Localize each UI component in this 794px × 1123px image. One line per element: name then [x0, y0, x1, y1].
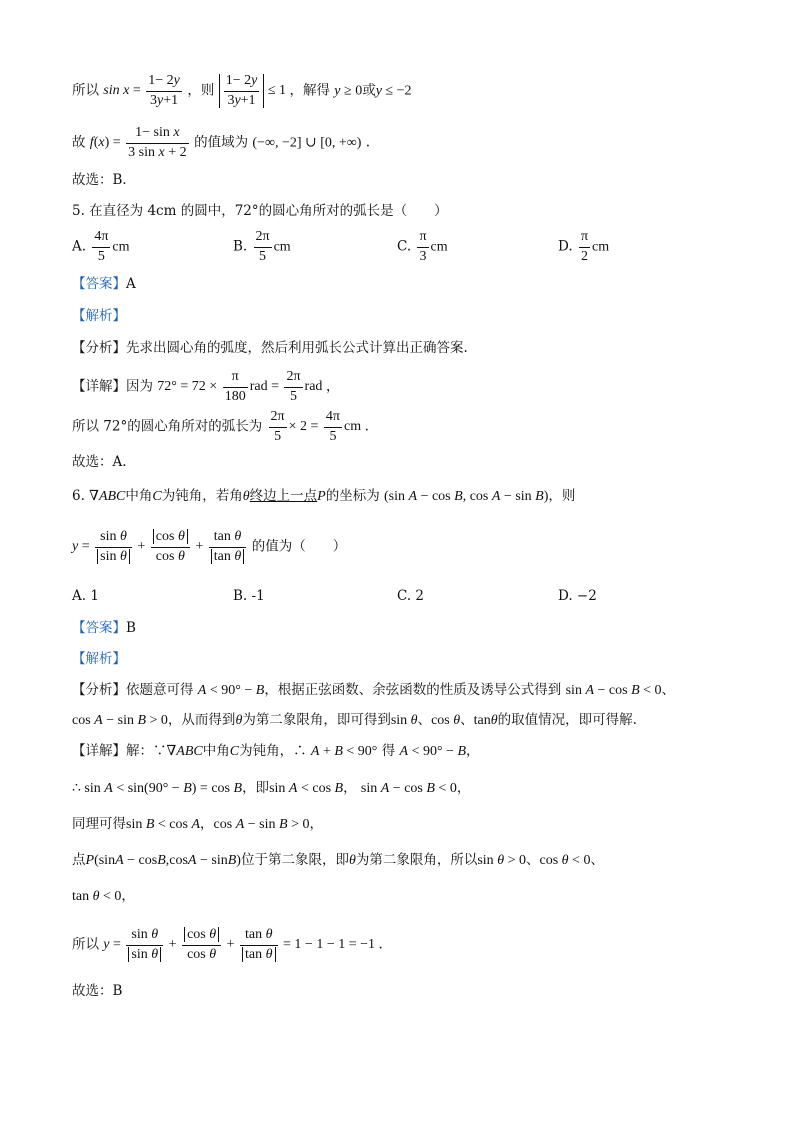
prev-line-2: [72, 126, 370, 160]
formula-sin-theta-gt: sin θ > 0: [477, 853, 526, 868]
q5-answer: [72, 278, 136, 292]
text: .: [378, 936, 383, 953]
text: 的值为（ ）: [251, 538, 347, 555]
text: 的取值情况，即可得解.: [497, 712, 637, 728]
text: ，: [121, 888, 135, 904]
q5-arc-line: [72, 410, 369, 444]
q5-fenxi: [72, 342, 468, 356]
prev-line-1: [72, 74, 412, 108]
fenxi-text: 先求出圆心角的弧度，然后利用弧长公式计算出正确答案.: [126, 340, 468, 356]
option-letter: C.: [397, 238, 412, 255]
q6-stem: [72, 490, 575, 504]
q6-choose: 故选：B: [72, 983, 123, 999]
text: 、: [417, 712, 432, 728]
q6-option-c: C. 2: [397, 588, 425, 604]
q5-option-d: [558, 230, 609, 264]
formula-y-expression: y = $\frac{\text{sin θ}}{\text{sin θ}}$ + $\frac{\text{cos θ}}{\text{cos θ}}$ + $\frac{\text{tan θ}}{\text{tan θ}}$: [72, 539, 252, 554]
text: ，即: [242, 780, 270, 796]
q5-xiangjie: [72, 370, 339, 404]
formula-range: (−∞, −2] ∪ [0, +∞): [252, 135, 362, 151]
formula-p: P: [317, 489, 326, 504]
option-letter: D.: [558, 238, 573, 255]
formula-sin-ineq: ∴ sin A < sin(90° − B) = cos B: [72, 781, 243, 796]
q6-analysis-tag: 【解析】: [72, 651, 126, 667]
q5-option-c: [397, 230, 448, 264]
text: 点: [72, 852, 86, 868]
formula-y-le-neg2: y ≤ −2: [375, 83, 412, 99]
text: 所以 72°的圆心角所对的弧长为: [72, 418, 263, 435]
fenxi-tag: 【分析】: [72, 682, 126, 698]
q6-answer: [72, 622, 136, 636]
formula-cosa-sinb: cos A − sin B > 0: [213, 817, 310, 832]
text: ，: [325, 378, 340, 395]
text: 、: [525, 852, 540, 868]
q6-option-b: B. -1: [233, 588, 265, 604]
unit: cm: [592, 239, 610, 255]
formula-sina-cosb: sin A − cos B < 0: [565, 683, 662, 698]
formula-pi-3: $\frac{\pi}{3}$: [419, 229, 427, 264]
text: ，从而得到: [167, 712, 236, 728]
formula-sina-lt-cosb: sin A < cos B: [269, 781, 344, 796]
xiangjie-tag: 【详解】: [72, 378, 126, 395]
q6-line-6: [72, 928, 383, 962]
text: ，: [309, 816, 323, 832]
text: 中角: [202, 743, 230, 759]
text: 为第二象限角，即可得到: [242, 712, 391, 728]
text: 为钝角，∴: [239, 743, 307, 759]
text: ，: [343, 780, 357, 796]
text: .: [365, 134, 371, 151]
text: ，: [466, 743, 480, 759]
formula-cosa-sinb: cos A − sin B > 0: [72, 713, 168, 728]
formula-cos-theta: cos θ: [431, 713, 461, 728]
formula-sinx: sin x = $\frac{1- 2y}{3y+1}$: [103, 73, 180, 108]
formula-point-coords: (sin A − cos B, cos A − sin B): [384, 489, 549, 504]
q5-choose: 故选：A.: [72, 454, 127, 470]
q6-line-5: [72, 890, 135, 904]
formula-sinb-lt-cosa: sin B < cos A: [126, 817, 201, 832]
formula-2pi-5: $\frac{2\pi}{5}$: [255, 229, 270, 264]
formula-theta: θ: [348, 853, 356, 868]
formula-y-ge-0: y ≥ 0: [334, 83, 363, 99]
text: 中角: [125, 488, 153, 504]
unit: cm: [112, 239, 130, 255]
formula-a-lt: A < 90° − B: [197, 683, 265, 698]
formula-72-deg: 72° = 72 × $\frac{\pi}{180}$ rad = $\frac{2\pi}{5}$ rad: [157, 369, 326, 404]
answer-tag: 【答案】: [72, 276, 126, 292]
text: 所以: [72, 936, 99, 953]
formula-point-p: P(sinA − cosB,cosA − sinB): [85, 853, 241, 868]
q6-line-2: [72, 782, 470, 796]
fenxi-tag: 【分析】: [72, 340, 126, 356]
text: 的坐标为: [325, 488, 380, 504]
formula-theta: θ: [242, 489, 250, 504]
q5-option-b: [233, 230, 291, 264]
formula-theta: θ: [235, 713, 243, 728]
text: 为第二象限角，所以: [355, 852, 478, 868]
formula-a-lt: A < 90° − B: [399, 744, 467, 759]
option-letter: A.: [72, 238, 87, 255]
text: ，则: [548, 488, 576, 504]
answer-value: B: [126, 620, 136, 636]
q5-analysis-tag: 【解析】: [72, 308, 126, 324]
formula-sin-theta: sin θ: [390, 713, 418, 728]
text: 因为: [126, 378, 153, 395]
formula-pi-2: $\frac{\pi}{2}$: [580, 229, 589, 264]
formula-abs-ineq: $\frac{1- 2y}{3y+1}$ ≤ 1: [219, 83, 290, 98]
text: 所以: [72, 82, 99, 99]
formula-triangle-abc: ∇ABC: [166, 744, 203, 759]
text: 位于第二象限，即: [240, 852, 349, 868]
text: 得: [381, 743, 396, 759]
q6-stem-2: [72, 530, 346, 564]
text: 的值域为: [194, 134, 249, 151]
text: ，: [200, 816, 214, 832]
text: 终边上一点: [249, 488, 318, 504]
text: 同理可得: [72, 816, 126, 832]
text: 或: [362, 82, 376, 99]
formula-4pi-5: $\frac{4\pi}{5}$: [94, 229, 109, 264]
formula-cos-theta-lt: cos θ < 0: [539, 853, 591, 868]
q6-option-d: D. −2: [558, 588, 597, 604]
formula-tan-theta: tanθ: [473, 713, 498, 728]
option-letter: B.: [233, 238, 248, 255]
prev-choose: 故选：B．: [72, 172, 136, 188]
q6-fenxi-2: [72, 714, 637, 728]
text: 故: [72, 134, 86, 151]
text: 为钝角，若角: [161, 488, 243, 504]
formula-triangle-abc: ∇ABC: [89, 489, 126, 504]
text: 解：∵: [126, 743, 167, 759]
xiangjie-tag: 【详解】: [72, 743, 126, 759]
q5-option-a: [72, 230, 130, 264]
text: .: [364, 418, 369, 435]
formula-sina-cosb: sin A − cos B < 0: [360, 781, 457, 796]
q6-xiangjie: [72, 745, 480, 759]
q6-option-a: A. 1: [72, 588, 99, 604]
q5-stem: 5. 在直径为 4cm 的圆中，72°的圆心角所对的弧长是（ ）: [72, 203, 448, 219]
text: ，根据正弦函数、余弦函数的性质及诱导公式得到: [264, 682, 562, 698]
formula-tan-theta-lt: tan θ < 0: [72, 889, 122, 904]
text: ，解得: [289, 82, 330, 99]
text: 6.: [72, 488, 90, 504]
text: 、: [661, 682, 676, 698]
unit: cm: [430, 239, 448, 255]
text: 依题意可得: [126, 682, 194, 698]
text: ，则: [187, 82, 215, 99]
q6-line-4: [72, 854, 604, 868]
text: ，: [456, 780, 471, 796]
formula-f: f(x) = $\frac{\text{1− sin x}}{\text{3 sin x + 2}}$: [89, 125, 187, 160]
answer-tag: 【答案】: [72, 620, 126, 636]
formula-a-plus-b: A + B < 90°: [310, 744, 378, 759]
text: 、: [590, 852, 604, 868]
formula-final: y = $\frac{\text{sin θ}}{\text{sin θ}}$ + $\frac{\text{cos θ}}{\text{cos θ}}$ + $\frac{\text{tan θ}}{\text{tan θ}}$ = 1 − 1 − 1 = −1: [103, 927, 379, 962]
formula-arc-length: $\frac{2\pi}{5}$ × 2 = $\frac{4\pi}{5}$ cm: [270, 409, 365, 444]
unit: cm: [273, 239, 291, 255]
q6-line-3: [72, 818, 323, 832]
q6-fenxi: [72, 684, 675, 698]
text: 、: [460, 712, 474, 728]
formula-c: C: [152, 489, 162, 504]
formula-c: C: [229, 744, 240, 759]
answer-value: A: [126, 276, 136, 292]
